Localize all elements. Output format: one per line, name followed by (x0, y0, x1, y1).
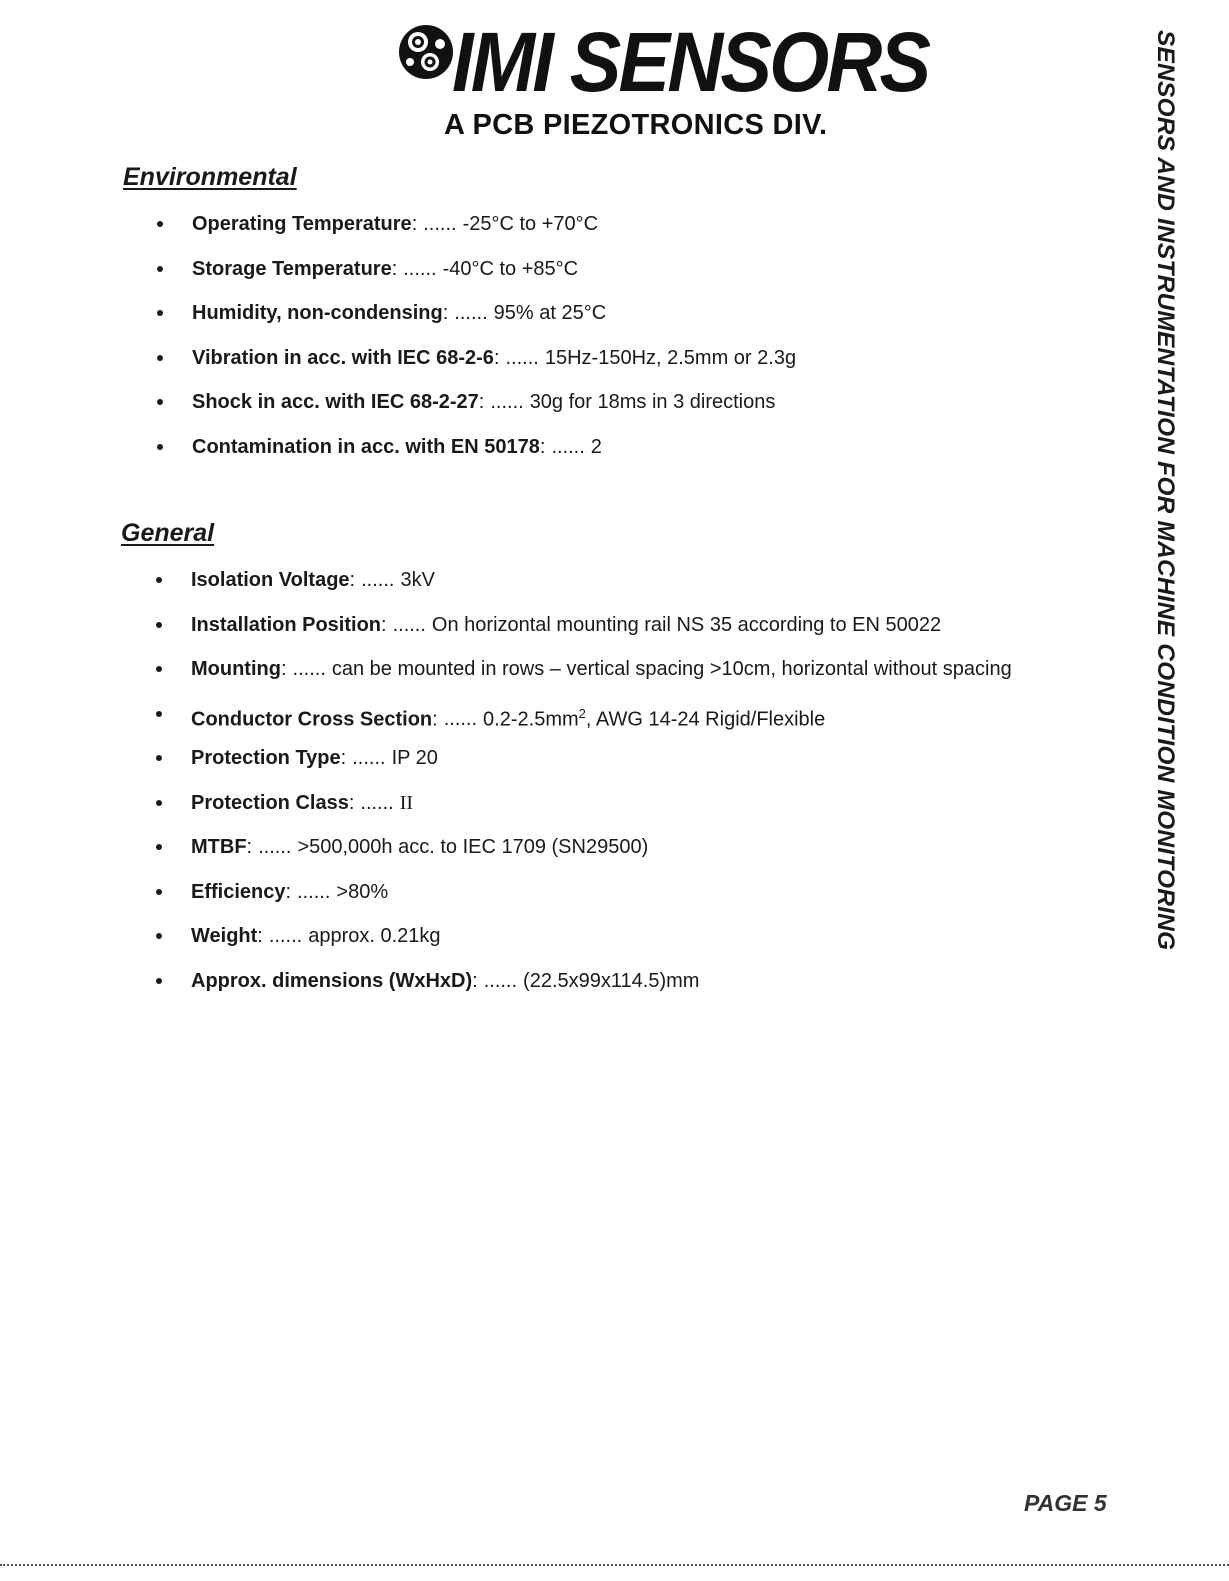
logo-brand-text: IMI SENSORS (452, 15, 929, 109)
spec-value: approx. 0.21kg (308, 925, 441, 947)
spec-value: On horizontal mounting rail NS 35 according to EN 50022 (431, 613, 942, 636)
spec-value: 0.2-2.5mm (483, 708, 579, 731)
bullet-icon (156, 666, 162, 672)
bullet-icon (156, 755, 162, 761)
spec-name: MTBF (191, 836, 247, 858)
bullet-icon (156, 622, 162, 628)
spec-value: -40°C to +85°C (442, 257, 579, 280)
bullet-icon (156, 800, 162, 806)
bullet-icon (156, 933, 162, 939)
bullet-icon (157, 221, 163, 227)
spec-value: II (399, 791, 414, 814)
page-number: PAGE 5 (1024, 1490, 1107, 1516)
spec-item: Approx. dimensions (WxHxD): ...... (22.5x99x114.5)mm (156, 969, 1012, 1014)
spec-name: Conductor Cross Section (191, 708, 433, 731)
bullet-icon (156, 889, 162, 895)
spec-item: Protection Class: ...... II (156, 791, 1012, 836)
spec-item: Operating Temperature: ...... -25°C to +70°C (157, 212, 796, 257)
spec-name: Contamination in acc. with EN 50178 (192, 435, 540, 458)
spec-item: Vibration in acc. with IEC 68-2-6: ...... 15Hz-150Hz, 2.5mm or 2.3g (157, 346, 796, 391)
spec-value-superscript: 2 (578, 705, 586, 721)
spec-name: Protection Type (191, 747, 341, 769)
side-banner: SENSORS AND INSTRUMENTATION FOR MACHINE CONDITION MONITORING (1152, 30, 1179, 951)
general-heading: General (121, 519, 215, 547)
bullet-icon (157, 399, 163, 405)
spec-name: Shock in acc. with IEC 68-2-27 (192, 391, 479, 413)
logo-division-text: A PCB PIEZOTRONICS DIV. (444, 109, 828, 141)
spec-name: Efficiency (191, 880, 286, 903)
bullet-icon (156, 577, 162, 583)
spec-item: Shock in acc. with IEC 68-2-27: ...... 30g for 18ms in 3 directions (157, 390, 796, 435)
spec-value: >80% (336, 880, 389, 903)
spec-item: Contamination in acc. with EN 50178: ...... 2 (157, 435, 796, 480)
spec-value-continued: , AWG 14-24 Rigid/Flexible (585, 708, 826, 731)
spec-value: 3kV (400, 569, 435, 591)
spec-value: -25°C to +70°C (462, 213, 599, 235)
bullet-icon (156, 978, 162, 984)
spec-value: IP 20 (391, 747, 438, 769)
spec-value: 95% at 25°C (493, 302, 607, 324)
spec-item: MTBF: ...... >500,000h acc. to IEC 1709 (SN29500) (156, 835, 1012, 880)
spec-item: Isolation Voltage: ...... 3kV (156, 568, 1012, 613)
company-logo (396, 15, 929, 150)
bullet-icon (156, 711, 162, 717)
bullet-icon (157, 266, 163, 272)
spec-name: Approx. dimensions (WxHxD) (191, 969, 473, 992)
spec-name: Weight (191, 925, 258, 947)
spec-name: Protection Class (191, 791, 349, 814)
spec-name: Mounting (191, 658, 281, 680)
spec-value: 30g for 18ms in 3 directions (529, 391, 776, 413)
bullet-icon (157, 310, 163, 316)
spec-item: Installation Position: ...... On horizontal mounting rail NS 35 according to EN 50022 (156, 613, 1012, 658)
gear-logo-icon (396, 22, 456, 82)
environmental-spec-list (157, 212, 796, 479)
spec-item: Humidity, non-condensing: ...... 95% at 25°C (157, 301, 796, 346)
spec-item: Weight: ...... approx. 0.21kg (156, 924, 1012, 969)
spec-name: Vibration in acc. with IEC 68-2-6 (192, 346, 494, 369)
spec-value: (22.5x99x114.5)mm (523, 969, 700, 992)
spec-name: Installation Position (191, 613, 382, 636)
environmental-heading: Environmental (123, 163, 297, 191)
spec-value: 2 (590, 435, 602, 458)
spec-name: Isolation Voltage (191, 569, 350, 591)
spec-item: Protection Type: ...... IP 20 (156, 746, 1012, 791)
spec-name: Humidity, non-condensing (192, 302, 443, 324)
bullet-icon (157, 444, 163, 450)
spec-name: Storage Temperature (192, 257, 392, 280)
spec-value: can be mounted in rows – vertical spacing >10cm, horizontal without spacing (331, 658, 1012, 680)
spec-item: Conductor Cross Section: ...... $0.2-2.5mm^2$, AWG 14-24 Rigid/Flexible (156, 702, 1012, 747)
spec-name: Operating Temperature (192, 213, 412, 235)
spec-value: 15Hz-150Hz, 2.5mm or 2.3g (544, 346, 797, 369)
bullet-icon (156, 844, 162, 850)
page-bottom-rule (0, 1564, 1229, 1566)
general-spec-list (156, 568, 1012, 1013)
spec-item: Storage Temperature: ...... -40°C to +85°C (157, 257, 796, 302)
spec-item: Efficiency: ...... >80% (156, 880, 1012, 925)
bullet-icon (157, 355, 163, 361)
spec-value: >500,000h acc. to IEC 1709 (SN29500) (297, 836, 649, 858)
spec-item: Mounting: ...... can be mounted in rows – vertical spacing >10cm, horizontal without spacing (156, 657, 1012, 702)
